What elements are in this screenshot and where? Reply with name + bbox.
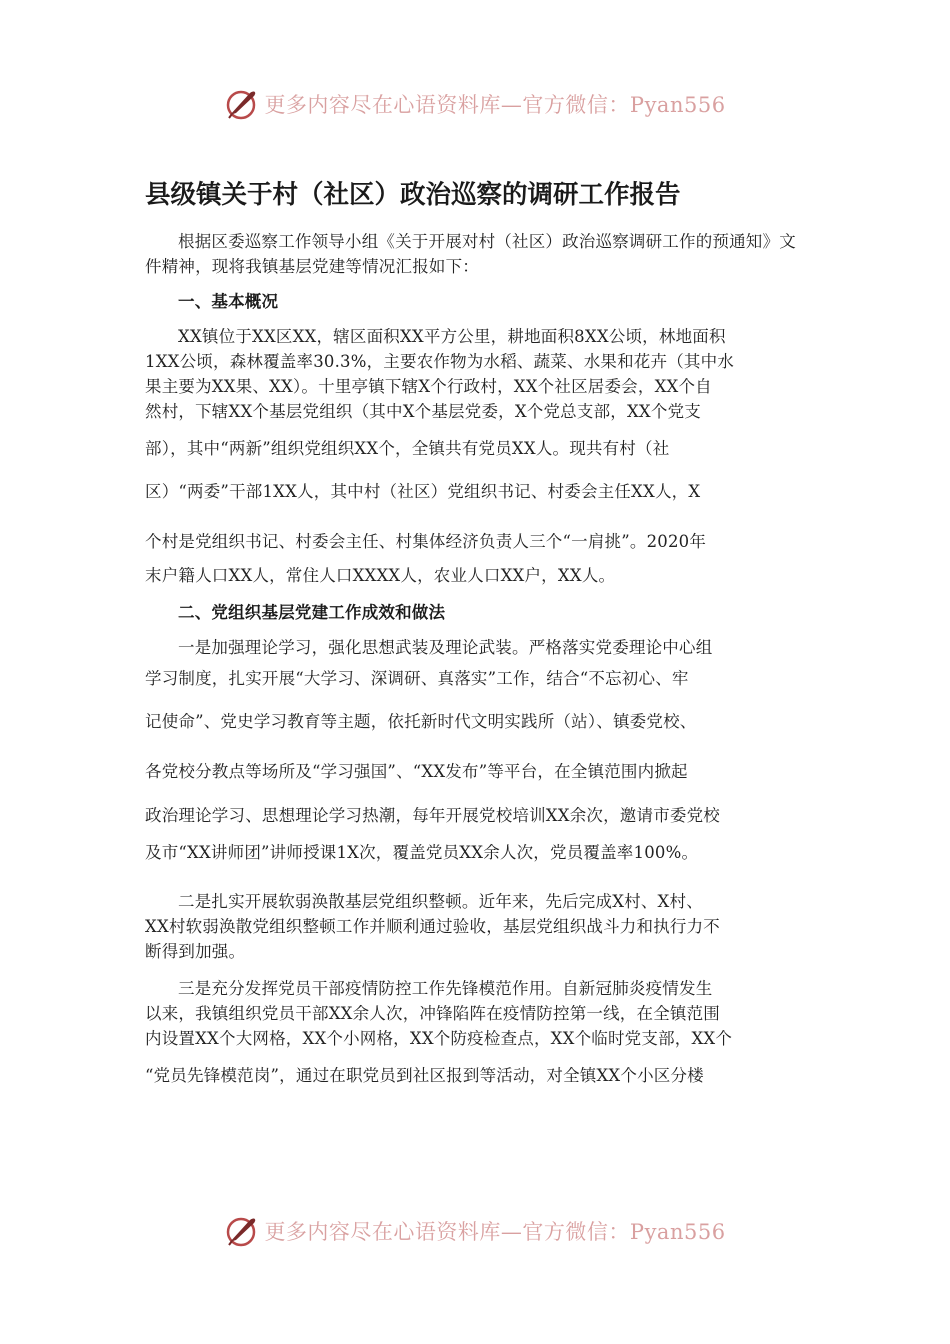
section2-paragraph-2: [145, 889, 805, 964]
section2-p3-line: 内设置XX个大网格，XX个小网格，XX个防疫检查点，XX个临时党支部，XX个: [145, 1029, 733, 1048]
section2-p1-line: 一是加强理论学习，强化思想武装及理论武装。严格落实党委理论中心组: [178, 638, 713, 657]
section2-heading: 二、党组织基层党建工作成效和做法: [178, 603, 446, 622]
quill-logo-icon: [224, 87, 258, 121]
section2-p3-line: 以来，我镇组织党员干部XX余人次，冲锋陷阵在疫情防控第一线，在全镇范围: [145, 1004, 720, 1023]
section1-line: 果主要为XX果、XX）。十里亭镇下辖X个行政村，XX个社区居委会，XX个自: [145, 377, 712, 396]
section2-paragraph-1: [145, 635, 805, 871]
header-banner: [0, 84, 950, 124]
section1-line: XX镇位于XX区XX，辖区面积XX平方公里，耕地面积8XX公顷，林地面积: [178, 327, 726, 346]
banner-text: 更多内容尽在心语资料库—官方微信：Pyan556: [264, 93, 726, 117]
section2-paragraph-3: [145, 976, 805, 1094]
section1-line: 个村是党组织书记、村委会主任、村集体经济负责人三个“一肩挑”。2020年: [145, 532, 707, 551]
section2-p1-line: 各党校分教点等场所及“学习强国”、“XX发布”等平台，在全镇范围内掀起: [145, 762, 688, 781]
intro-paragraph: 根据区委巡察工作领导小组《关于开展对村（社区）政治巡察调研工作的预通知》文件精神，现将我镇基层党建等情况汇报如下：: [145, 232, 796, 276]
section2-p1-line: 及市“XX讲师团”讲师授课1X次，覆盖党员XX余人次，党员覆盖率100%。: [145, 843, 699, 862]
section1-heading: 一、基本概况: [178, 292, 279, 311]
section1-line: 部），其中“两新”组织党组织XX个，全镇共有党员XX人。现共有村（社: [145, 439, 670, 458]
section2-p2-line: 断得到加强。: [145, 942, 246, 961]
quill-logo-icon: [224, 1214, 258, 1248]
section1-line: 末户籍人口XX人，常住人口XXXX人，农业人口XX户，XX人。: [145, 566, 616, 585]
section2-p3-line: “党员先锋模范岗”，通过在职党员到社区报到等活动，对全镇XX个小区分楼: [145, 1066, 704, 1085]
section2-p2-line: 二是扎实开展软弱涣散基层党组织整顿。近年来，先后完成X村、X村、: [178, 892, 703, 911]
section1-paragraph: [145, 324, 805, 588]
section2-p2-line: XX村软弱涣散党组织整顿工作并顺利通过验收，基层党组织战斗力和执行力不: [145, 917, 720, 936]
banner-text: 更多内容尽在心语资料库—官方微信：Pyan556: [264, 1220, 726, 1244]
section1-line: 1XX公顷，森林覆盖率30.3%，主要农作物为水稻、蔬菜、水果和花卉（其中水: [145, 352, 735, 371]
footer-banner: [0, 1211, 950, 1251]
section1-line: 区）“两委”干部1XX人，其中村（社区）党组织书记、村委会主任XX人，X: [145, 482, 701, 501]
section2-p1-line: 记使命”、党史学习教育等主题，依托新时代文明实践所（站）、镇委党校、: [145, 712, 697, 731]
section2-p3-line: 三是充分发挥党员干部疫情防控工作先锋模范作用。自新冠肺炎疫情发生: [178, 979, 713, 998]
section2-p1-line: 政治理论学习、思想理论学习热潮，每年开展党校培训XX余次，邀请市委党校: [145, 806, 720, 825]
section2-p1-line: 学习制度，扎实开展“大学习、深调研、真落实”工作，结合“不忘初心、牢: [145, 669, 689, 688]
section1-line: 然村，下辖XX个基层党组织（其中X个基层党委，X个党总支部，XX个党支: [145, 402, 701, 421]
document-title: 县级镇关于村（社区）政治巡察的调研工作报告: [145, 180, 681, 210]
document-body: [145, 175, 805, 1094]
